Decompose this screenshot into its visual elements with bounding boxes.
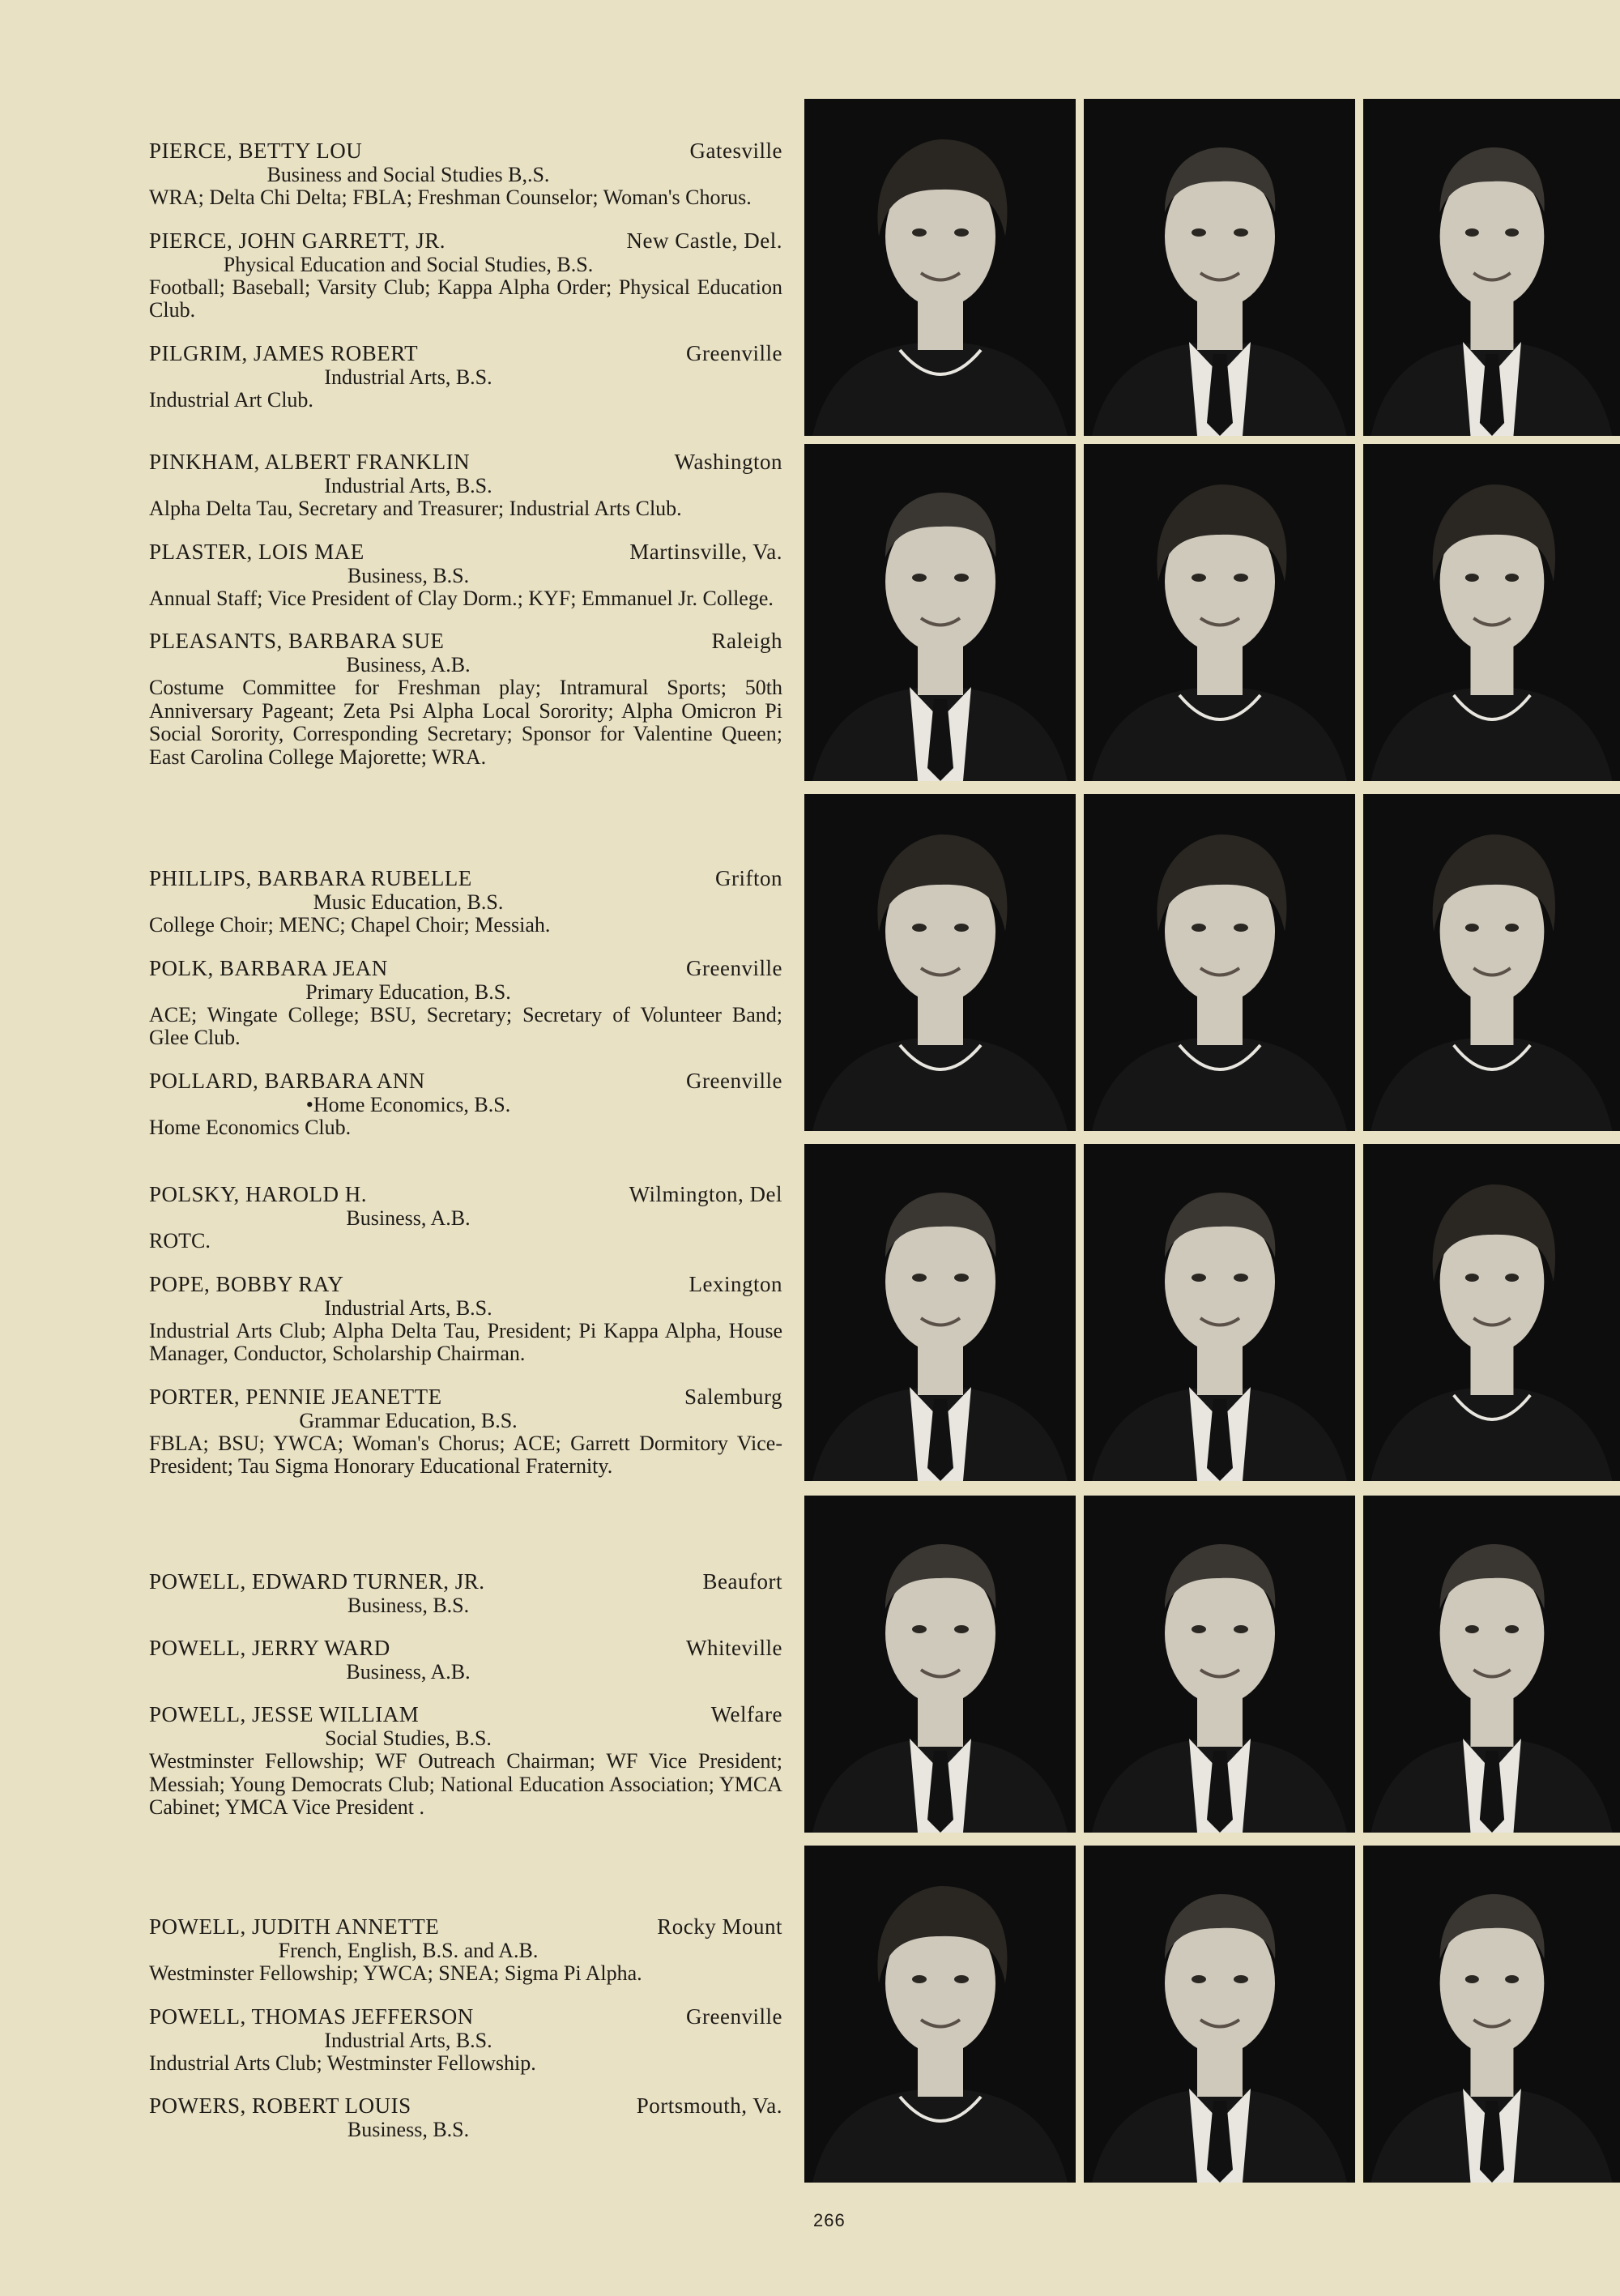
student-portrait (1084, 1144, 1355, 1481)
portrait-row (804, 99, 1620, 436)
student-entry (149, 540, 782, 611)
student-portrait (1084, 1846, 1355, 2183)
student-portrait (804, 794, 1076, 1131)
activities: Football; Baseball; Varsity Club; Kappa Alpha Order; Physical Education Club. (149, 275, 782, 322)
hometown: Martinsville, Va. (629, 539, 782, 564)
hometown: Greenville (686, 340, 782, 365)
name-line (149, 540, 782, 564)
name-line (149, 342, 782, 365)
student-portrait (1084, 444, 1355, 781)
student-name: PLEASANTS, BARBARA SUE (149, 629, 445, 653)
student-name: PINKHAM, ALBERT FRANKLIN (149, 450, 471, 474)
major-degree: Business, B.S. (347, 1594, 470, 1617)
student-name: PILGRIM, JAMES ROBERT (149, 340, 419, 365)
name-line (149, 2005, 782, 2029)
portrait-row (804, 1144, 1620, 1481)
student-name: POWELL, THOMAS JEFFERSON (149, 2004, 474, 2029)
student-entry (149, 1570, 782, 1617)
student-group (149, 1183, 782, 1498)
activities: Westminster Fellowship; WF Outreach Chairman; WF Vice President; Messiah; Young Democrats Club; National Education Association; YMCA Cabinet; YMCA Vice President . (149, 1749, 782, 1819)
student-name: PIERCE, JOHN GARRETT, JR. (149, 228, 446, 253)
student-name: POWELL, JERRY WARD (149, 1636, 390, 1660)
student-entry (149, 1637, 782, 1684)
hometown: Welfare (710, 1702, 782, 1726)
activities: Home Economics Club. (149, 1115, 352, 1139)
major-degree: Business, B.S. (347, 563, 470, 587)
student-entry (149, 1703, 782, 1820)
hometown: Raleigh (711, 629, 782, 653)
name-line (149, 1183, 782, 1206)
student-name: PIERCE, BETTY LOU (149, 139, 363, 163)
student-portrait (1084, 1496, 1355, 1833)
activities: Industrial Arts Club; Alpha Delta Tau, President; Pi Kappa Alpha, House Manager, Conductor, Scholarship Chairman. (149, 1318, 782, 1365)
name-line (149, 450, 782, 474)
student-portrait (804, 1144, 1076, 1481)
major-degree: Business, A.B. (346, 1660, 471, 1684)
major-degree: Industrial Arts, B.S. (324, 474, 492, 497)
student-name: PLASTER, LOIS MAE (149, 539, 364, 564)
portrait-row (804, 444, 1620, 781)
name-line (149, 867, 782, 890)
student-portrait (1084, 99, 1355, 436)
student-portrait (804, 99, 1076, 436)
hometown: Beaufort (702, 1569, 782, 1594)
hometown: Washington (674, 450, 782, 474)
hometown: Rocky Mount (657, 1914, 782, 1939)
portrait-row (804, 794, 1620, 1131)
student-group (149, 139, 782, 431)
portrait-grid (804, 99, 1620, 2197)
hometown: Wilmington, Del (629, 1182, 782, 1206)
name-line (149, 1915, 782, 1939)
major-degree: Industrial Arts, B.S. (324, 1295, 492, 1320)
hometown: Greenville (686, 2004, 782, 2029)
major-degree: Business, B.S. (347, 2118, 470, 2141)
activities: Westminster Fellowship; YWCA; SNEA; Sigma Pi Alpha. (149, 1961, 642, 1985)
activities: Industrial Arts Club; Westminster Fellowship. (149, 2051, 536, 2075)
student-name: POWELL, EDWARD TURNER, JR. (149, 1569, 485, 1594)
name-line (149, 1703, 782, 1726)
hometown: Grifton (715, 866, 782, 890)
major-degree: Physical Education and Social Studies, B.S. (223, 252, 594, 276)
student-entry (149, 1183, 782, 1253)
student-portrait (1363, 1144, 1620, 1481)
student-portrait (1363, 794, 1620, 1131)
student-name: PORTER, PENNIE JEANETTE (149, 1384, 442, 1409)
student-portrait (1084, 794, 1355, 1131)
hometown: Greenville (686, 955, 782, 980)
student-portrait (804, 1846, 1076, 2183)
student-entry (149, 867, 782, 937)
activities: Annual Staff; Vice President of Clay Dorm.; KYF; Emmanuel Jr. College. (149, 586, 774, 610)
student-name: POWERS, ROBERT LOUIS (149, 2093, 411, 2118)
student-entry (149, 2005, 782, 2076)
major-degree: Business and Social Studies B,.S. (266, 163, 550, 186)
student-portrait (1363, 1846, 1620, 2183)
major-degree: Industrial Arts, B.S. (324, 2028, 492, 2052)
name-line (149, 629, 782, 653)
activities: Costume Committee for Freshman play; Intramural Sports; 50th Anniversary Pageant; Zeta Psi Alpha Local Sorority; Alpha Omicron Pi Social Sorority, Corresponding Secretary; Sponsor for Valentine Queen; East Carolina College Majorette; WRA. (149, 676, 782, 769)
name-line (149, 229, 782, 253)
major-degree: Business, A.B. (346, 1206, 471, 1230)
name-line (149, 139, 782, 163)
student-portrait (804, 1496, 1076, 1833)
name-line (149, 1069, 782, 1093)
portrait-row (804, 1496, 1620, 1833)
name-line (149, 957, 782, 980)
portrait-row (804, 1846, 1620, 2183)
major-degree: French, English, B.S. and A.B. (278, 1939, 539, 1962)
hometown: Lexington (688, 1271, 782, 1296)
student-portrait (1363, 444, 1620, 781)
activities: College Choir; MENC; Chapel Choir; Messiah. (149, 913, 551, 937)
name-line (149, 1637, 782, 1660)
student-entry (149, 1273, 782, 1366)
activities: FBLA; BSU; YWCA; Woman's Chorus; ACE; Garrett Dormitory Vice-President; Tau Sigma Honorary Educational Fraternity. (149, 1431, 782, 1478)
student-name: POLK, BARBARA JEAN (149, 955, 388, 980)
hometown: Whiteville (686, 1636, 782, 1660)
student-name: POWELL, JESSE WILLIAM (149, 1702, 420, 1726)
hometown: New Castle, Del. (626, 228, 782, 253)
major-degree: Industrial Arts, B.S. (324, 365, 492, 389)
major-degree: Grammar Education, B.S. (299, 1408, 518, 1432)
name-line (149, 2094, 782, 2118)
student-group (149, 1915, 782, 2161)
hometown: Portsmouth, Va. (636, 2093, 782, 2118)
student-group (149, 867, 782, 1159)
major-degree: Primary Education, B.S. (305, 979, 511, 1004)
name-line (149, 1273, 782, 1296)
student-portrait (804, 444, 1076, 781)
student-portrait (1363, 1496, 1620, 1833)
major-degree: Social Studies, B.S. (325, 1726, 492, 1750)
student-entry (149, 2094, 782, 2141)
activities: Industrial Art Club. (149, 387, 313, 412)
student-name: POLSKY, HAROLD H. (149, 1182, 368, 1206)
activities: WRA; Delta Chi Delta; FBLA; Freshman Counselor; Woman's Chorus. (149, 186, 752, 209)
student-entry (149, 1385, 782, 1479)
major-degree: Music Education, B.S. (313, 890, 504, 914)
student-name: POPE, BOBBY RAY (149, 1271, 344, 1296)
student-entry (149, 139, 782, 210)
student-entry (149, 342, 782, 412)
activities: ACE; Wingate College; BSU, Secretary; Secretary of Volunteer Band; Glee Club. (149, 1002, 782, 1049)
student-entry (149, 1915, 782, 1986)
page-number: 266 (813, 2210, 846, 2230)
student-entry (149, 629, 782, 769)
student-entry (149, 957, 782, 1050)
major-degree: •Home Economics, B.S. (305, 1092, 511, 1116)
student-entry (149, 229, 782, 322)
hometown: Salemburg (684, 1384, 782, 1409)
student-group (149, 1570, 782, 1839)
student-group (149, 450, 782, 788)
activities: Alpha Delta Tau, Secretary and Treasurer; Industrial Arts Club. (149, 497, 682, 520)
student-name: POWELL, JUDITH ANNETTE (149, 1914, 440, 1939)
student-entry (149, 450, 782, 521)
activities: ROTC. (149, 1229, 211, 1253)
hometown: Gatesville (689, 139, 782, 163)
student-entry (149, 1069, 782, 1140)
name-line (149, 1385, 782, 1409)
hometown: Greenville (686, 1068, 782, 1093)
student-portrait (1363, 99, 1620, 436)
student-name: POLLARD, BARBARA ANN (149, 1068, 425, 1093)
name-line (149, 1570, 782, 1594)
student-name: PHILLIPS, BARBARA RUBELLE (149, 866, 472, 890)
major-degree: Business, A.B. (346, 653, 471, 676)
